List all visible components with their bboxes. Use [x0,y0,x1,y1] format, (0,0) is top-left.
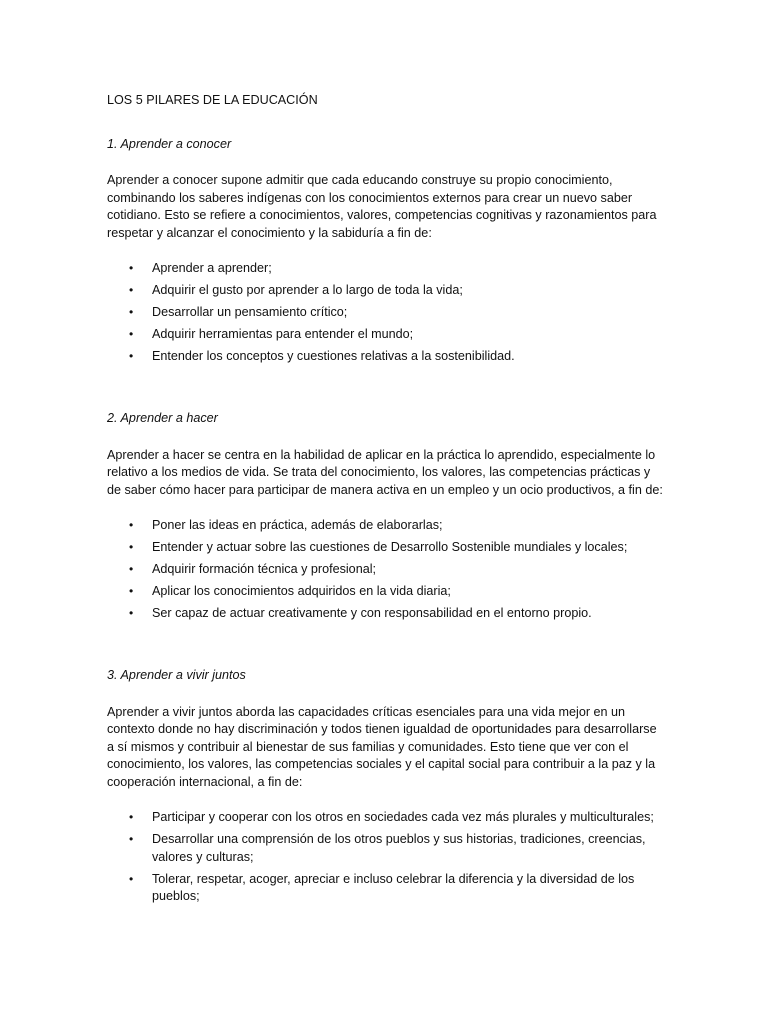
list-item [107,260,667,278]
bullet-icon: • [129,349,134,363]
section-heading-aprender-a-conocer: 1. Aprender a conocer [107,136,232,151]
bullet-list-aprender-a-conocer [107,260,667,366]
bullet-icon: • [129,606,134,620]
bullet-list-aprender-a-hacer [107,517,667,623]
list-item [107,348,667,366]
bullet-icon: • [129,283,134,297]
bullet-icon: • [129,584,134,598]
list-item [107,831,667,866]
list-item-text: Ser capaz de actuar creativamente y con responsabilidad en el entorno propio. [152,606,592,620]
list-item-text: Tolerar, respetar, acoger, apreciar e incluso celebrar la diferencia y la diversidad de los pueblos; [152,871,635,903]
list-item-text: Aplicar los conocimientos adquiridos en la vida diaria; [152,584,451,598]
section-paragraph-aprender-a-vivir-juntos: Aprender a vivir juntos aborda las capacidades críticas esenciales para una vida mejor en un contexto donde no hay discriminación y todos tienen igualdad de oportunidades para desarrollarse a sí mismos y contribuir al bienestar de sus familias y comunidades. Esto tiene que ver con el conocimiento, los valores, las competencias sociales y el capital social para contribuir a la paz y la cooperación internacional, a fin de: [107,704,657,789]
document-title: LOS 5 PILARES DE LA EDUCACIÓN [107,93,318,107]
list-item-text: Participar y cooperar con los otros en sociedades cada vez más plurales y multiculturales; [152,810,654,824]
list-item-text: Aprender a aprender; [152,261,272,275]
list-item [107,871,667,906]
list-item [107,583,667,601]
list-item-text: Desarrollar un pensamiento crítico; [152,305,348,319]
bullet-icon: • [129,305,134,319]
bullet-icon: • [129,871,134,886]
list-item [107,605,667,623]
section-heading-aprender-a-hacer: 2. Aprender a hacer [107,411,218,425]
list-item-text: Desarrollar una comprensión de los otros pueblos y sus historias, tradiciones, creencias, valores y culturas; [152,832,646,864]
section-paragraph-aprender-a-hacer: Aprender a hacer se centra en la habilidad de aplicar en la práctica lo aprendido, especialmente lo relativo a los medios de vida. Se trata del conocimiento, los valores, las competencias prácticas y de saber cómo hacer para participar de manera activa en un empleo y un ocio productivos, a fin de: [107,447,663,497]
list-item [107,517,667,535]
bullet-icon: • [129,562,134,576]
bullet-icon: • [129,327,134,341]
list-item [107,539,667,557]
list-item-text: Adquirir el gusto por aprender a lo largo de toda la vida; [152,283,463,297]
bullet-icon: • [129,261,134,275]
list-item [107,326,667,344]
list-item-text: Adquirir formación técnica y profesional; [152,562,376,576]
bullet-icon: • [129,810,134,824]
list-item [107,809,667,827]
list-item-text: Entender y actuar sobre las cuestiones de Desarrollo Sostenible mundiales y locales; [152,540,628,554]
list-item-text: Adquirir herramientas para entender el mundo; [152,327,414,341]
document-content [107,92,667,910]
bullet-icon: • [129,518,134,532]
list-item-text: Poner las ideas en práctica, además de elaborarlas; [152,518,443,532]
list-item [107,282,667,300]
bullet-icon: • [129,540,134,554]
section-paragraph-aprender-a-conocer: Aprender a conocer supone admitir que cada educando construye su propio conocimiento, combinando los saberes indígenas con los conocimientos externos para crear un nuevo saber cotidiano. Esto se refiere a conocimientos, valores, competencias cognitivas y razonamientos para respetar y alcanzar el conocimiento y la sabiduría a fin de: [107,173,657,240]
section-heading-aprender-a-vivir-juntos: 3. Aprender a vivir juntos [107,668,246,682]
list-item-text: Entender los conceptos y cuestiones relativas a la sostenibilidad. [152,349,515,363]
list-item [107,561,667,579]
list-item [107,304,667,322]
bullet-list-aprender-a-vivir-juntos [107,809,667,906]
bullet-icon: • [129,832,134,846]
